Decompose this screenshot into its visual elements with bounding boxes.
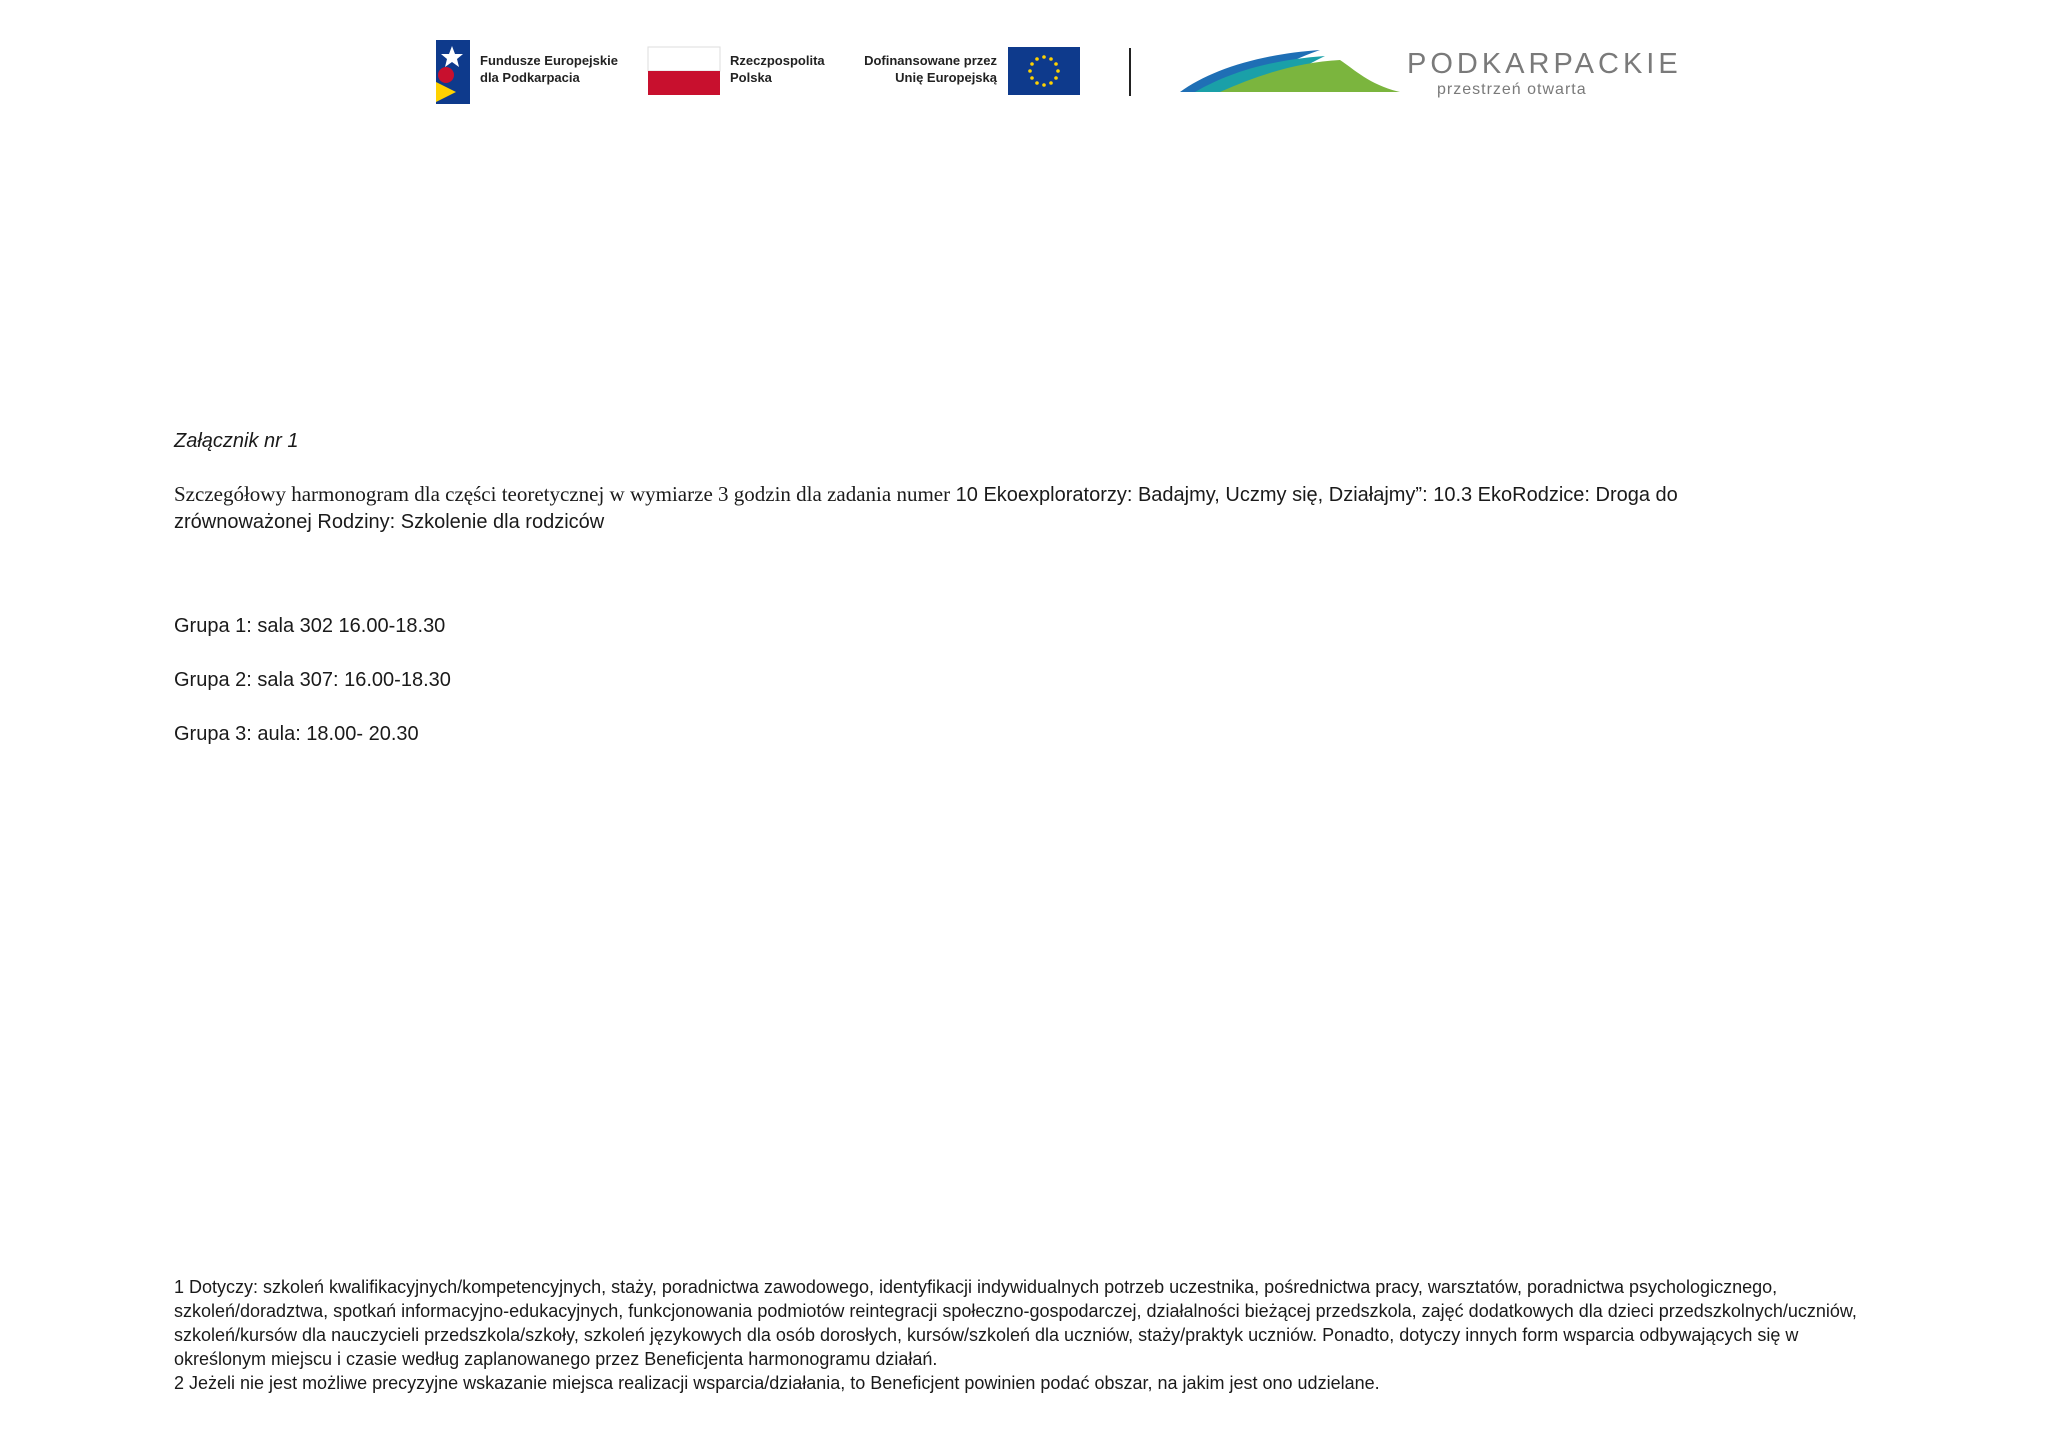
podkarpackie-logo-icon <box>1180 50 1400 92</box>
region-tagline: przestrzeń otwarta <box>1437 81 1587 98</box>
document-heading <box>174 481 1794 536</box>
ue-logo-line1: Dofinansowane przez <box>864 53 997 68</box>
heading-serif-part: Szczegółowy harmonogram dla części teoretycznej w wymiarze 3 godzin dla zadania numer <box>174 482 951 506</box>
footnote-1: 1 Dotyczy: szkoleń kwalifikacyjnych/kompetencyjnych, staży, poradnictwa zawodowego, identyfikacji indywidualnych potrzeb uczestnika, pośrednictwa pracy, warsztatów, poradnictwa psychologicznego, szkoleń/doradztwa, spotkań informacyjno-edukacyjnych, funkcjonowania podmiotów reintegracji społeczno-gospodarczej, działalności bieżącej przedszkola, zajęć dodatkowych dla dzieci przedszkolnych/uczniów, szkoleń/kursów dla nauczycieli przedszkola/szkoły, szkoleń językowych dla osób dorosłych, kursów/szkoleń dla uczniów, staży/praktyk uczniów. Ponadto, dotyczy innych form wsparcia odbywających się w określonym miejscu i czasie według zaplanowanego przez Beneficjenta harmonogramu działań. <box>174 1277 1857 1369</box>
group-2: Grupa 2: sala 307: 16.00-18.30 <box>174 669 451 691</box>
footnote-2: 2 Jeżeli nie jest możliwe precyzyjne wskazanie miejsca realizacji wsparcia/działania, to Beneficjent powinien podać obszar, na jakim jest ono udzielane. <box>174 1373 1380 1393</box>
eu-flag-icon <box>1008 47 1080 95</box>
heading-rest-part: 10 Ekoexploratorzy: Badajmy, Uczmy się, Działajmy”: 10.3 EkoRodzice: Droga do zrównoważonej Rodziny: Szkolenie dla rodziców <box>174 484 1678 533</box>
fe-logo-line1: Fundusze Europejskie <box>480 53 618 68</box>
ue-logo-line2: Unię Europejską <box>895 70 997 85</box>
footnotes <box>174 1275 1894 1395</box>
region-name: PODKARPACKIE <box>1407 48 1682 80</box>
fe-logo-icon <box>436 40 470 104</box>
pl-flag-icon <box>648 47 720 95</box>
funding-logos <box>420 30 1682 120</box>
logo-bar <box>420 30 1682 120</box>
group-3: Grupa 3: aula: 18.00- 20.30 <box>174 723 419 745</box>
fe-logo-line2: dla Podkarpacia <box>480 70 580 85</box>
rp-logo-line2: Polska <box>730 70 772 85</box>
rp-logo-line1: Rzeczpospolita <box>730 53 825 68</box>
group-1: Grupa 1: sala 302 16.00-18.30 <box>174 615 446 637</box>
attachment-label: Załącznik nr 1 <box>174 430 299 452</box>
